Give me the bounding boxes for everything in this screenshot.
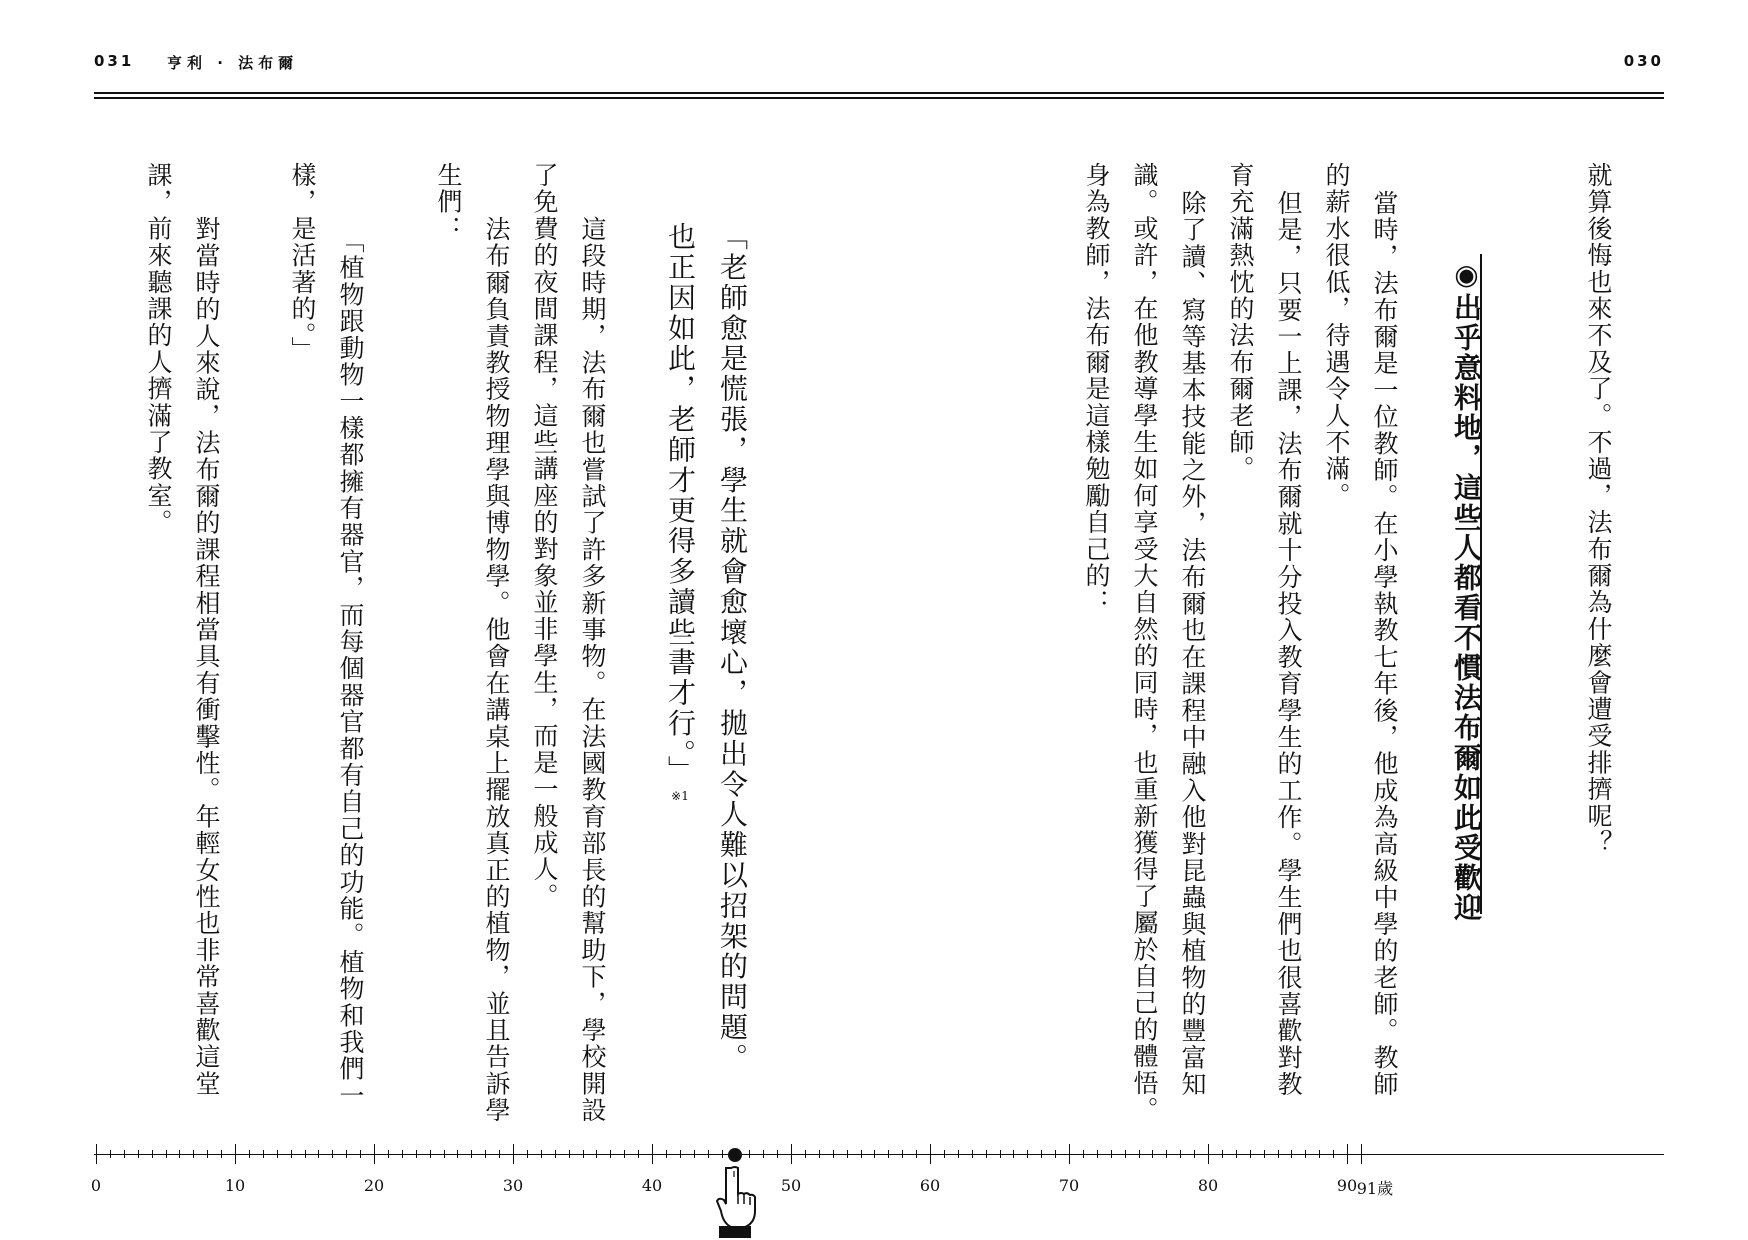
timeline-minor-tick <box>708 1150 709 1158</box>
timeline-major-tick <box>1069 1144 1070 1164</box>
timeline-minor-tick <box>152 1150 153 1158</box>
paragraph-6-line-2: 課，前來聽課的人擠滿了教室。 <box>144 162 173 536</box>
paragraph-3-line-1: 除了讀、寫等基本技能之外，法布爾也在課程中融入他對昆蟲與植物的豐富知 <box>1178 190 1207 1098</box>
quote-2-line-1: 「植物跟動物一樣都擁有器官，而每個器官都有自己的功能。植物和我們一 <box>336 228 365 1110</box>
timeline-label: 10 <box>224 1176 246 1195</box>
timeline-minor-tick <box>277 1150 278 1158</box>
timeline-minor-tick <box>291 1150 292 1158</box>
paragraph-3-line-2: 識。或許，在他教導學生如何享受大自然的同時，也重新獲得了屬於自己的體悟。 <box>1130 162 1159 1124</box>
timeline-major-tick <box>1347 1144 1348 1164</box>
timeline-minor-tick <box>749 1150 750 1158</box>
timeline-minor-tick <box>833 1150 834 1158</box>
timeline-minor-tick <box>680 1150 681 1158</box>
timeline-minor-tick <box>763 1150 764 1158</box>
timeline-minor-tick <box>1180 1150 1181 1158</box>
timeline-minor-tick <box>124 1150 125 1158</box>
timeline-minor-tick <box>805 1150 806 1158</box>
timeline-end-label: 91歲 <box>1356 1179 1394 1198</box>
timeline-minor-tick <box>402 1150 403 1158</box>
paragraph-2-line-2: 育充滿熱忱的法布爾老師。 <box>1226 162 1255 483</box>
timeline-minor-tick <box>861 1150 862 1158</box>
timeline-minor-tick <box>874 1150 875 1158</box>
timeline-minor-tick <box>166 1150 167 1158</box>
paragraph-1-line-2: 的薪水很低，待遇令人不滿。 <box>1322 162 1351 510</box>
timeline-minor-tick <box>1236 1150 1237 1158</box>
timeline-minor-tick <box>777 1150 778 1158</box>
timeline-minor-tick <box>1125 1150 1126 1158</box>
timeline-label: 0 <box>90 1176 102 1195</box>
timeline-minor-tick <box>569 1150 570 1158</box>
timeline-minor-tick <box>916 1150 917 1158</box>
timeline-minor-tick <box>138 1150 139 1158</box>
timeline-minor-tick <box>1111 1150 1112 1158</box>
timeline-minor-tick <box>1305 1150 1306 1158</box>
timeline-minor-tick <box>416 1150 417 1158</box>
timeline-minor-tick <box>1097 1150 1098 1158</box>
paragraph-1-line-1: 當時，法布爾是一位教師。在小學執教七年後，他成為高級中學的老師。教師 <box>1370 190 1399 1098</box>
paragraph-5-line-2: 生們： <box>434 162 463 243</box>
timeline-label: 70 <box>1058 1176 1080 1195</box>
timeline-minor-tick <box>1166 1150 1167 1158</box>
timeline-minor-tick <box>346 1150 347 1158</box>
timeline-minor-tick <box>1041 1150 1042 1158</box>
timeline-minor-tick <box>499 1150 500 1158</box>
timeline-minor-tick <box>555 1150 556 1158</box>
timeline-minor-tick <box>485 1150 486 1158</box>
timeline-major-tick <box>791 1144 792 1164</box>
timeline-minor-tick <box>1139 1150 1140 1158</box>
timeline-minor-tick <box>1264 1150 1265 1158</box>
timeline-minor-tick <box>444 1150 445 1158</box>
quote-2-line-2: 樣，是活著的。」 <box>288 162 317 364</box>
timeline-minor-tick <box>457 1150 458 1158</box>
timeline-label: 50 <box>780 1176 802 1195</box>
pointing-hand-icon <box>710 1166 760 1238</box>
timeline-label: 40 <box>641 1176 663 1195</box>
timeline-minor-tick <box>1291 1150 1292 1158</box>
intro-line: 就算後悔也來不及了。不過，法布爾為什麼會遭受排擠呢？ <box>1584 162 1613 857</box>
timeline-major-tick <box>374 1144 375 1164</box>
quote-1-line-1: 「老師愈是慌張，學生就會愈壞心，拋出令人難以招架的問題。 <box>716 222 749 1074</box>
timeline-minor-tick <box>305 1150 306 1158</box>
timeline-minor-tick <box>430 1150 431 1158</box>
timeline-minor-tick <box>1222 1150 1223 1158</box>
timeline-minor-tick <box>888 1150 889 1158</box>
timeline-minor-tick <box>610 1150 611 1158</box>
timeline-minor-tick <box>819 1150 820 1158</box>
section-heading: ◉出乎意料地，這些人都看不慣法布爾如此受歡迎 <box>1450 258 1483 923</box>
timeline-label: 20 <box>363 1176 385 1195</box>
timeline-minor-tick <box>1083 1150 1084 1158</box>
timeline-minor-tick <box>110 1150 111 1158</box>
timeline-minor-tick <box>694 1150 695 1158</box>
timeline-minor-tick <box>986 1150 987 1158</box>
timeline-minor-tick <box>221 1150 222 1158</box>
timeline-minor-tick <box>1319 1150 1320 1158</box>
timeline-major-tick <box>513 1144 514 1164</box>
paragraph-5-line-1: 法布爾負責教授物理學與博物學。他會在講桌上擺放真正的植物，並且告訴學 <box>482 216 511 1124</box>
timeline-minor-tick <box>1027 1150 1028 1158</box>
timeline-minor-tick <box>1000 1150 1001 1158</box>
paragraph-4-line-2: 了免費的夜間課程，這些講座的對象並非學生，而是一般成人。 <box>530 162 559 910</box>
timeline-minor-tick <box>958 1150 959 1158</box>
footnote-mark: ※1 <box>671 789 689 803</box>
timeline-minor-tick <box>263 1150 264 1158</box>
timeline-minor-tick <box>249 1150 250 1158</box>
paragraph-4-line-1: 這段時期，法布爾也嘗試了許多新事物。在法國教育部長的幫助下，學校開設 <box>578 216 607 1124</box>
timeline-minor-tick <box>1250 1150 1251 1158</box>
timeline-minor-tick <box>722 1150 723 1158</box>
timeline-label: 30 <box>502 1176 524 1195</box>
paragraph-3-line-3: 身為教師，法布爾是這樣勉勵自己的： <box>1082 162 1111 616</box>
timeline-minor-tick <box>1333 1150 1334 1158</box>
right-page-number: 030 <box>1623 52 1664 70</box>
timeline-minor-tick <box>1013 1150 1014 1158</box>
timeline-minor-tick <box>666 1150 667 1158</box>
timeline-minor-tick <box>1194 1150 1195 1158</box>
timeline-minor-tick <box>193 1150 194 1158</box>
timeline-label: 80 <box>1197 1176 1219 1195</box>
timeline-major-tick <box>930 1144 931 1164</box>
current-age-marker <box>728 1148 742 1162</box>
timeline-minor-tick <box>541 1150 542 1158</box>
timeline-minor-tick <box>388 1150 389 1158</box>
header-rule-bottom <box>94 97 1664 99</box>
timeline-major-tick <box>1208 1144 1209 1164</box>
timeline-minor-tick <box>583 1150 584 1158</box>
timeline-minor-tick <box>972 1150 973 1158</box>
paragraph-2-line-1: 但是，只要一上課，法布爾就十分投入教育學生的工作。學生們也很喜歡對教 <box>1274 190 1303 1098</box>
age-timeline-axis <box>94 1154 1664 1155</box>
timeline-minor-tick <box>902 1150 903 1158</box>
timeline-minor-tick <box>318 1150 319 1158</box>
quote-1-line-2: 也正因如此，老師才更得多讀些書才行。」 <box>664 222 697 786</box>
timeline-minor-tick <box>1152 1150 1153 1158</box>
timeline-minor-tick <box>624 1150 625 1158</box>
timeline-minor-tick <box>596 1150 597 1158</box>
timeline-minor-tick <box>332 1150 333 1158</box>
timeline-label: 90 <box>1336 1176 1358 1195</box>
timeline-label: 60 <box>919 1176 941 1195</box>
timeline-end-tick <box>1361 1144 1362 1164</box>
timeline-minor-tick <box>638 1150 639 1158</box>
timeline-minor-tick <box>1278 1150 1279 1158</box>
running-title: 亨利 · 法布爾 <box>167 54 299 72</box>
timeline-minor-tick <box>471 1150 472 1158</box>
timeline-major-tick <box>652 1144 653 1164</box>
timeline-minor-tick <box>179 1150 180 1158</box>
timeline-major-tick <box>96 1144 97 1164</box>
timeline-minor-tick <box>1055 1150 1056 1158</box>
header-rule-top <box>94 92 1664 94</box>
left-page-number: 031 <box>94 52 135 70</box>
paragraph-6-line-1: 對當時的人來說，法布爾的課程相當具有衝擊性。年輕女性也非常喜歡這堂 <box>192 216 221 1098</box>
timeline-minor-tick <box>944 1150 945 1158</box>
timeline-minor-tick <box>847 1150 848 1158</box>
timeline-minor-tick <box>207 1150 208 1158</box>
timeline-minor-tick <box>527 1150 528 1158</box>
timeline-minor-tick <box>360 1150 361 1158</box>
timeline-major-tick <box>235 1144 236 1164</box>
